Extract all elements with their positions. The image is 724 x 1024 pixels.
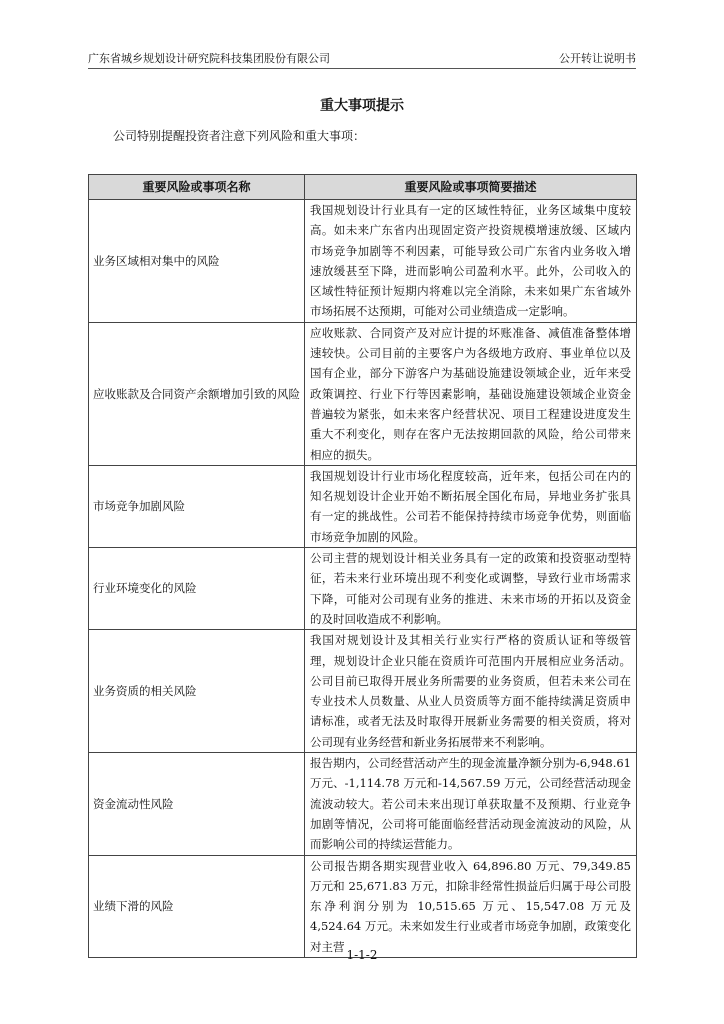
table-row [89, 630, 637, 753]
risk-desc: 公司主营的规划设计相关业务具有一定的政策和投资驱动型特征，若未来行业环境出现不利变化或调整，导致行业市场需求下降，可能对公司现有业务的推进、未来市场的开拓以及资金的及时回收造成不利影响。 [305, 548, 637, 630]
header-risk-name: 重要风险或事项名称 [89, 175, 305, 200]
table-row [89, 322, 637, 465]
risk-name: 业务资质的相关风险 [89, 630, 305, 753]
header-risk-desc: 重要风险或事项简要描述 [305, 175, 637, 200]
risk-desc: 我国规划设计行业市场化程度较高，近年来，包括公司在内的知名规划设计企业开始不断拓展全国化布局，异地业务扩张具有一定的挑战性。公司若不能保持持续市场竞争优势，则面临市场竞争加剧的风险。 [305, 465, 637, 547]
page-header [88, 51, 636, 67]
table-header-row [89, 175, 637, 200]
risk-desc: 我国对规划设计及其相关行业实行严格的资质认证和等级管理，规划设计企业只能在资质许可范围内开展相应业务活动。公司目前已取得开展业务所需要的业务资质，但若未来公司在专业技术人员数量、从业人员资质等方面不能持续满足资质申请标准，或者无法及时取得开展新业务需要的相关资质，将对公司现有业务经营和新业务拓展带来不利影响。 [305, 630, 637, 753]
table-row [89, 855, 637, 957]
header-divider [88, 68, 636, 69]
page-number: 1-1-2 [346, 948, 378, 962]
table-row [89, 465, 637, 547]
header-company: 广东省城乡规划设计研究院科技集团股份有限公司 [88, 52, 330, 65]
table-row [89, 753, 637, 855]
header-doc-type: 公开转让说明书 [559, 52, 636, 65]
risk-name: 业绩下滑的风险 [89, 855, 305, 957]
risk-name: 资金流动性风险 [89, 753, 305, 855]
page-title: 重大事项提示 [320, 98, 404, 114]
table-row [89, 200, 637, 323]
intro-text: 公司特别提醒投资者注意下列风险和重大事项： [113, 129, 366, 143]
risk-name: 应收账款及合同资产余额增加引致的风险 [89, 322, 305, 465]
risk-name: 行业环境变化的风险 [89, 548, 305, 630]
table-row [89, 548, 637, 630]
risk-desc: 公司报告期各期实现营业收入 64,896.80 万元、79,349.85 万元和 25,671.83 万元，扣除非经常性损益后归属于母公司股东净利润分别为 10,515.65 万元、15,547.08 万元及 4,524.64 万元。未来如发生行业或者市场竞争加剧，政策变化对主营 [305, 855, 637, 957]
risk-desc: 应收账款、合同资产及对应计提的坏账准备、减值准备整体增速较快。公司目前的主要客户为各级地方政府、事业单位以及国有企业，部分下游客户为基础设施建设领域企业，近年来受政策调控、行业下行等因素影响，基础设施建设领域企业资金普遍较为紧张，如未来客户经营状况、项目工程建设进度发生重大不利变化，则存在客户无法按期回款的风险，给公司带来相应的损失。 [305, 322, 637, 465]
risk-table [88, 174, 637, 958]
risk-name: 市场竞争加剧风险 [89, 465, 305, 547]
risk-desc: 我国规划设计行业具有一定的区域性特征，业务区域集中度较高。如未来广东省内出现固定资产投资规模增速放缓、区域内市场竞争加剧等不利因素，可能导致公司广东省内业务收入增速放缓甚至下降，进而影响公司盈利水平。此外，公司收入的区域性特征预计短期内将难以完全消除，未来如果广东省域外市场拓展不达预期，可能对公司业绩造成一定影响。 [305, 200, 637, 323]
risk-desc: 报告期内，公司经营活动产生的现金流量净额分别为-6,948.61 万元、-1,114.78 万元和-14,567.59 万元，公司经营活动现金流波动较大。若公司未来出现订单获取量不及预期、行业竞争加剧等情况，公司将可能面临经营活动现金流波动的风险，从而影响公司的持续运营能力。 [305, 753, 637, 855]
risk-name: 业务区域相对集中的风险 [89, 200, 305, 323]
